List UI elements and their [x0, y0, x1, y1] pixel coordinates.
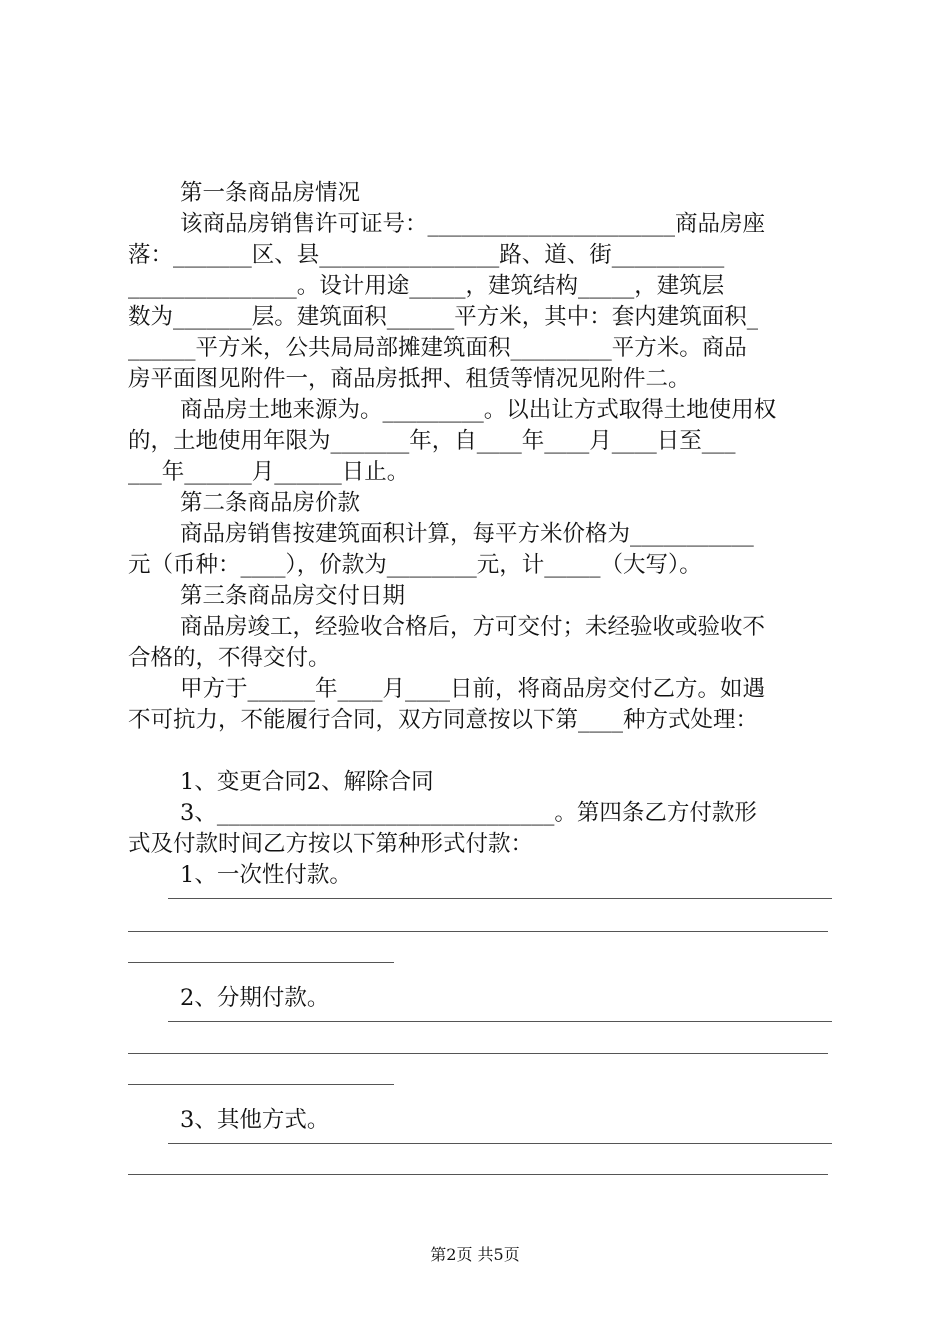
fill-in-blank-line: [168, 1143, 832, 1144]
paragraph-line: _______________。设计用途_____，建筑结构_____，建筑层: [128, 273, 725, 299]
paragraph-line: 元（币种：____），价款为________元，计_____（大写）。: [128, 552, 702, 578]
fill-in-blank-line: [128, 962, 394, 963]
payment-option-3: 3、其他方式。: [180, 1107, 330, 1133]
fill-in-blank-line: [128, 931, 828, 932]
paragraph-line: ______平方米，公共局局部摊建筑面积_________平方米。商品: [128, 335, 747, 361]
heading-article-2: 第二条商品房价款: [180, 490, 361, 516]
page-number-footer: 第2页 共5页: [430, 1245, 520, 1264]
fill-in-blank-line: [128, 1084, 394, 1085]
paragraph-line: 甲方于______年____月____日前，将商品房交付乙方。如遇: [180, 676, 766, 702]
paragraph-line: 数为_______层。建筑面积______平方米，其中：套内建筑面积_: [128, 304, 759, 330]
heading-article-3: 第三条商品房交付日期: [180, 583, 406, 609]
fill-in-blank-line: [168, 1021, 832, 1022]
paragraph-line: 落：_______区、县________________路、道、街__________: [128, 242, 725, 268]
option-list-line: 1、变更合同2、解除合同: [180, 769, 434, 795]
paragraph-line: 不可抗力，不能履行合同，双方同意按以下第____种方式处理：: [128, 707, 759, 733]
fill-in-blank-line: [128, 1174, 828, 1175]
payment-option-2: 2、分期付款。: [180, 985, 330, 1011]
payment-option-1: 1、一次性付款。: [180, 862, 352, 888]
paragraph-line: 该商品房销售许可证号：______________________商品房座: [180, 211, 766, 237]
paragraph-line: ___年______月______日止。: [128, 459, 410, 485]
paragraph-line: 合格的，不得交付。: [128, 645, 331, 671]
paragraph-line: 商品房土地来源为。_________。以出让方式取得土地使用权: [180, 397, 777, 423]
paragraph-line: 3、______________________________。第四条乙方付款形: [180, 800, 757, 826]
fill-in-blank-line: [128, 1053, 828, 1054]
paragraph-line: 的，土地使用年限为_______年，自____年____月____日至___: [128, 428, 736, 454]
paragraph-line: 商品房竣工，经验收合格后，方可交付；未经验收或验收不: [180, 614, 766, 640]
paragraph-line: 房平面图见附件一，商品房抵押、租赁等情况见附件二。: [128, 366, 691, 392]
heading-article-1: 第一条商品房情况: [180, 180, 361, 206]
fill-in-blank-line: [168, 898, 832, 899]
paragraph-line: 商品房销售按建筑面积计算，每平方米价格为___________: [180, 521, 754, 547]
paragraph-line: 式及付款时间乙方按以下第种形式付款：: [128, 831, 534, 857]
